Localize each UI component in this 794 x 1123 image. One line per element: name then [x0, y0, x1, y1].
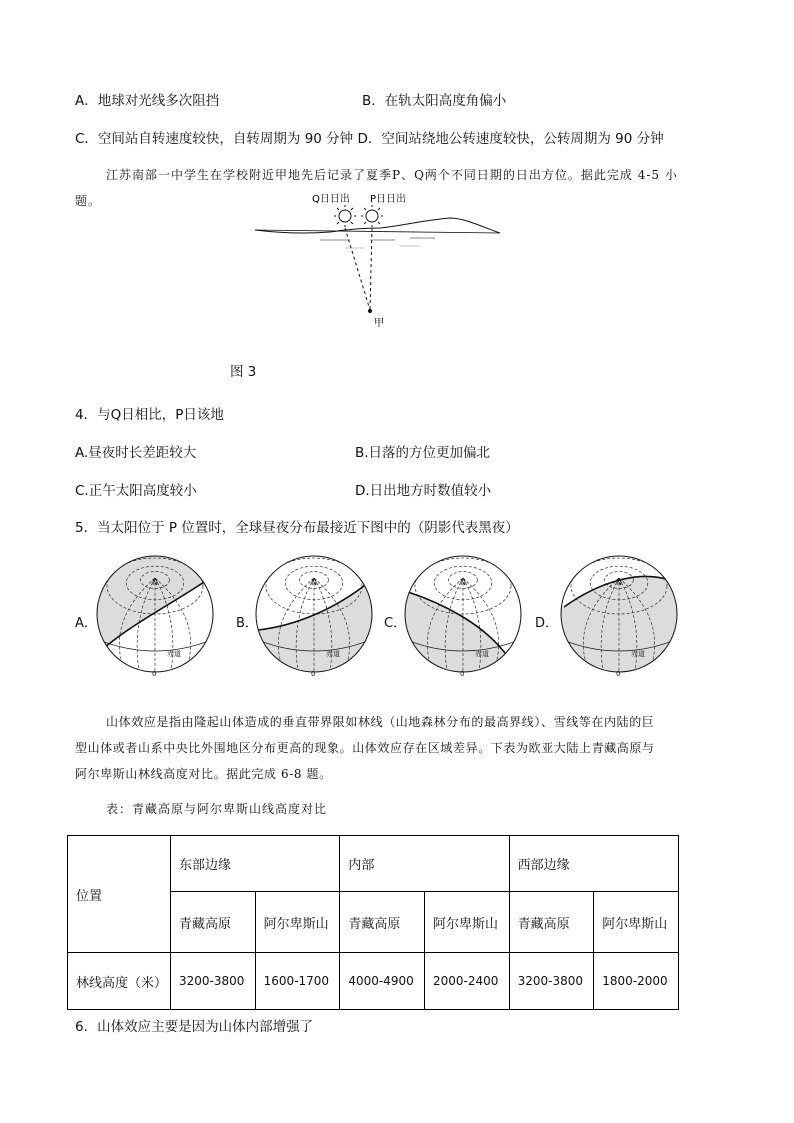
group-header-interior: 内部	[340, 836, 509, 892]
q-sunrise-label: Q日日出	[312, 194, 350, 205]
intro-4-5-line1: 江苏南部一中学生在学校附近甲地先后记录了夏季P、Q两个不同日期的日出方位。据此完成 4-5 小	[106, 168, 678, 182]
treeline-table	[67, 835, 679, 1010]
globe-b-label: B．	[236, 616, 258, 631]
globe-c-label: C．	[384, 616, 407, 631]
prime-meridian-label: 0	[460, 670, 465, 678]
q4-option-a: A.昼夜时长差距较大	[75, 445, 197, 461]
prime-meridian-label: 0	[616, 670, 621, 678]
value-cell: 1600-1700	[255, 953, 340, 1010]
q6-stem: 6．山体效应主要是因为山体内部增强了	[75, 1019, 314, 1035]
north-pole-label: N	[460, 578, 466, 587]
p-sunrise-label: P日日出	[370, 194, 407, 205]
sub-header: 阿尔卑斯山	[424, 892, 509, 953]
value-cell: 3200-3800	[171, 953, 256, 1010]
q3-option-a: A．地球对光线多次阻挡	[75, 93, 220, 109]
night-shading	[403, 590, 513, 682]
globe-a-label: A．	[75, 616, 97, 631]
globe-option-c	[403, 552, 533, 682]
equator-label: 赤道	[631, 650, 645, 658]
value-cell: 3200-3800	[509, 953, 594, 1010]
q4-option-b: B.日落的方位更加偏北	[355, 445, 491, 461]
intro-6-8-line2: 型山体或者山系中央比外围地区分布更高的现象。山体效应存在区域差异。下表为欧亚大陆上青藏高原与	[75, 741, 655, 755]
point-jia	[368, 309, 372, 313]
value-cell: 1800-2000	[594, 953, 679, 1010]
night-shading	[559, 576, 689, 682]
prime-meridian-label: 0	[152, 670, 157, 678]
globe-option-b	[254, 552, 384, 682]
north-pole-label: N	[616, 578, 622, 587]
q-sun-icon	[334, 205, 356, 227]
equator-label: 赤道	[326, 650, 340, 658]
p-sun-icon	[361, 205, 383, 227]
figure-3-sunrise-diagram	[250, 188, 505, 333]
q5-stem: 5．当太阳位于 P 位置时，全球昼夜分布最接近下图中的（阴影代表黑夜）	[75, 520, 519, 536]
q3-option-b: B．在轨太阳高度角偏小	[362, 93, 507, 109]
sub-header: 青藏高原	[509, 892, 594, 953]
value-cell: 2000-2400	[424, 953, 509, 1010]
sub-header: 青藏高原	[171, 892, 256, 953]
equator-label: 赤道	[167, 650, 181, 658]
intro-6-8-line3: 阿尔卑斯山林线高度对比。据此完成 6-8 题。	[75, 767, 332, 781]
q-sightline	[345, 228, 370, 310]
q3-option-c-d: C．空间站自转速度较快，自转周期为 90 分钟 D．空间站绕地公转速度较快，公转周期为 90 分钟	[75, 131, 664, 147]
north-pole-label: N	[311, 578, 317, 587]
globe-option-d	[559, 552, 689, 682]
q4-option-c: C.正午太阳高度较小	[75, 483, 197, 499]
globe-d-label: D．	[535, 616, 559, 631]
globe-option-a	[95, 552, 225, 682]
sub-header: 阿尔卑斯山	[594, 892, 679, 953]
position-header: 位置	[68, 836, 171, 953]
q4-stem: 4．与Q日相比，P日该地	[75, 407, 224, 423]
sub-header: 青藏高原	[340, 892, 425, 953]
value-cell: 4000-4900	[340, 953, 425, 1010]
intro-6-8-line1: 山体效应是指由隆起山体造成的垂直带界限如林线（山地森林分布的最高界线）、雪线等在内陆的巨	[106, 715, 655, 729]
north-pole-label: N	[152, 578, 158, 587]
q4-option-d: D.日出地方时数值较小	[355, 483, 492, 499]
prime-meridian-label: 0	[311, 670, 316, 678]
night-shading	[254, 576, 384, 682]
row-label: 林线高度（米）	[68, 953, 171, 1010]
group-header-east: 东部边缘	[171, 836, 340, 892]
intro-4-5-line2: 题。	[75, 194, 102, 208]
table-caption: 表：青藏高原与阿尔卑斯山线高度对比	[106, 802, 328, 816]
equator-label: 赤道	[475, 650, 489, 658]
figure-3-caption: 图 3	[230, 364, 257, 380]
sub-header: 阿尔卑斯山	[255, 892, 340, 953]
point-jia-label: 甲	[374, 318, 384, 329]
group-header-west: 西部边缘	[509, 836, 678, 892]
night-shading	[95, 552, 225, 652]
